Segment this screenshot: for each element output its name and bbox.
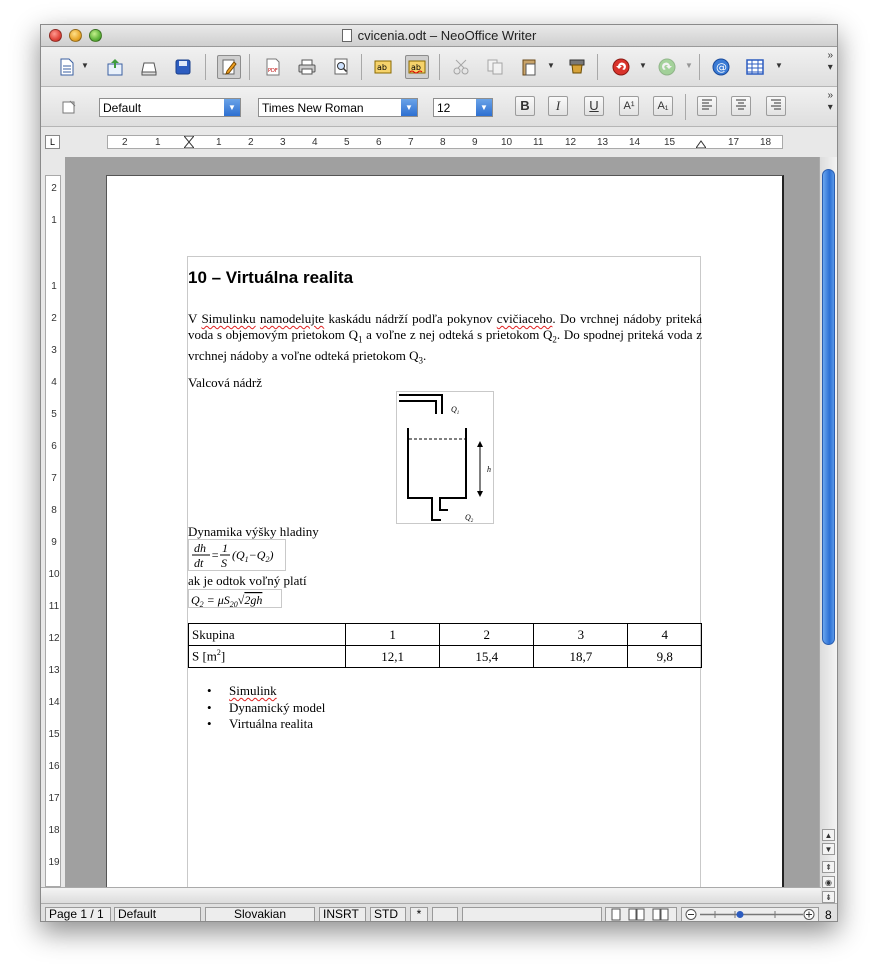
outflow-label: ak je odtok voľný platí — [188, 573, 307, 588]
align-left-button[interactable] — [697, 96, 717, 116]
template-icon[interactable] — [103, 55, 127, 79]
ruler-tick: 5 — [344, 137, 350, 148]
ruler-row — [41, 127, 837, 157]
svg-text:Q2 = μS20√2gh: $Q_2 = \mu S_{20}√2gh$ — [191, 593, 263, 609]
ruler-tick: 15 — [48, 729, 60, 740]
bullet-list — [207, 683, 325, 733]
paragraph-style-value: Default — [103, 101, 142, 115]
right-indent-marker-icon[interactable] — [696, 136, 706, 149]
equation-height-dynamics[interactable] — [188, 539, 286, 571]
svg-text:1: 1 — [222, 541, 228, 555]
dynamics-label: Dynamika výšky hladiny — [188, 524, 319, 539]
svg-text:PDF: PDF — [268, 68, 278, 74]
italic-button[interactable]: I — [548, 96, 568, 116]
h-label: h — [487, 465, 491, 474]
font-size-dropdown-icon[interactable]: ▼ — [476, 99, 492, 116]
page-indicator[interactable]: Page 1 / 1 — [45, 907, 111, 922]
ruler-tick: 19 — [48, 857, 60, 868]
zoom-percentage[interactable]: 8 — [825, 908, 832, 922]
table-cell[interactable]: Skupina — [189, 624, 346, 646]
redo-dropdown-icon[interactable]: ▼ — [685, 61, 693, 70]
ruler-tick: 18 — [48, 825, 60, 836]
window-title-container — [41, 28, 837, 43]
groups-table[interactable] — [188, 623, 702, 668]
ruler-tick: 2 — [51, 183, 57, 194]
ruler-tick: 15 — [664, 137, 676, 148]
subscript-button[interactable]: A₁ — [653, 96, 673, 116]
table-cell[interactable]: 2 — [440, 624, 534, 646]
autospellcheck-icon[interactable] — [405, 55, 429, 79]
table-header-row — [189, 624, 702, 646]
ruler-tick: 2 — [248, 137, 254, 148]
svg-text:=: = — [211, 548, 220, 562]
bold-button[interactable]: B — [515, 96, 535, 116]
ruler-tick: 17 — [48, 793, 60, 804]
ruler-tick: 9 — [51, 537, 57, 548]
multi-page-view-icon[interactable] — [629, 909, 644, 920]
new-document-icon[interactable] — [55, 55, 79, 79]
ruler-tick: 13 — [597, 137, 609, 148]
ruler-tick: 2 — [122, 137, 128, 148]
toolbar-separator — [685, 94, 686, 120]
ruler-tick: 18 — [760, 137, 772, 148]
toolbar-overflow-icon[interactable]: » ▾ — [827, 50, 833, 73]
next-page-button[interactable]: ⇟ — [822, 891, 835, 903]
align-center-button[interactable] — [731, 96, 751, 116]
ruler-tick: 17 — [728, 137, 740, 148]
document-modified-indicator: * — [410, 907, 428, 922]
vertical-scroll-thumb[interactable] — [822, 169, 835, 645]
styles-stylist-icon[interactable] — [57, 95, 81, 119]
single-page-view-icon[interactable] — [612, 909, 620, 920]
ruler-tick: 8 — [440, 137, 446, 148]
toolbar-separator — [361, 54, 362, 80]
print-preview-icon[interactable] — [329, 55, 353, 79]
scroll-down-button[interactable]: ▼ — [822, 843, 835, 855]
document-page[interactable] — [106, 175, 784, 887]
window-title: cvicenia.odt – NeoOffice Writer — [357, 28, 537, 43]
paste-dropdown-icon[interactable]: ▼ — [547, 61, 555, 70]
ruler-tick: 16 — [48, 761, 60, 772]
document-icon — [342, 29, 352, 42]
table-cell[interactable]: 18,7 — [534, 646, 628, 668]
edit-mode-icon[interactable] — [217, 55, 241, 79]
view-layout-group — [605, 907, 677, 922]
font-name-dropdown-icon[interactable]: ▼ — [401, 99, 417, 116]
ruler-tick: 1 — [155, 137, 161, 148]
document-heading: 10 – Virtuálna realita — [188, 268, 354, 287]
table-cell[interactable]: S $[m^2]$ — [189, 646, 346, 668]
hyperlink-icon[interactable] — [709, 55, 733, 79]
equation-outflow[interactable] — [188, 589, 282, 608]
standard-toolbar — [41, 47, 837, 87]
horizontal-ruler[interactable] — [107, 135, 783, 149]
table-row — [189, 646, 702, 668]
body-paragraph: V Simulinku namodelujte kaskádu nádrží podľa pokynov cvičiaceho. Do vrchnej nádoby priteká voda s objemovým prietokom $Q_1$ a voľne z nej odteká s prietokom $Q_2$. Do spodnej priteká voda z vrchnej nádoby a voľne odteká prietokom $Q_3$. — [188, 311, 703, 366]
tab-stop-type-button[interactable]: L — [45, 135, 60, 149]
svg-text:(Q1−Q2): $(Q_1-Q_2)$ — [232, 548, 274, 564]
redo-icon[interactable] — [655, 55, 679, 79]
document-canvas[interactable] — [65, 157, 819, 887]
table-cell[interactable]: 15,4 — [440, 646, 534, 668]
cut-icon[interactable] — [449, 55, 473, 79]
undo-icon[interactable] — [609, 55, 633, 79]
book-view-icon[interactable] — [653, 909, 668, 920]
formatting-toolbar — [41, 87, 837, 127]
object-info-indicator — [462, 907, 602, 922]
paragraph-style-combo[interactable] — [99, 98, 241, 117]
selection-mode-indicator[interactable]: STD — [370, 907, 406, 922]
zoom-in-icon[interactable] — [804, 910, 814, 920]
paste-icon[interactable] — [517, 55, 541, 79]
vertical-ruler[interactable] — [45, 175, 61, 887]
table-cell[interactable]: 1 — [346, 624, 440, 646]
table-cell[interactable]: 9,8 — [628, 646, 702, 668]
navigator-button[interactable]: ◉ — [822, 876, 835, 888]
save-icon[interactable] — [171, 55, 195, 79]
ruler-tick: 14 — [48, 697, 60, 708]
ruler-tick: 2 — [51, 313, 57, 324]
ruler-tick: 4 — [312, 137, 318, 148]
ruler-tick: 12 — [565, 137, 577, 148]
tank-diagram — [397, 392, 495, 525]
ruler-tick: 8 — [51, 505, 57, 516]
table-cell[interactable]: 4 — [628, 624, 702, 646]
svg-text:@: @ — [716, 61, 727, 74]
title-bar — [41, 25, 837, 47]
toolbar-separator — [249, 54, 250, 80]
ruler-tick: 6 — [51, 441, 57, 452]
font-size-combo[interactable] — [433, 98, 493, 117]
font-size-value: 12 — [437, 101, 451, 115]
ruler-tick: 9 — [472, 137, 478, 148]
ruler-tick: 10 — [501, 137, 513, 148]
svg-text:ab: ab — [411, 63, 421, 72]
language-indicator[interactable]: Slovakian — [205, 907, 315, 922]
toolbar-separator — [597, 54, 598, 80]
format-paintbrush-icon[interactable] — [565, 55, 589, 79]
zoom-out-icon[interactable] — [686, 910, 696, 920]
horizontal-scrollbar[interactable] — [41, 887, 821, 903]
ruler-tick: 12 — [48, 633, 60, 644]
toolbar-separator — [205, 54, 206, 80]
list-item: • Dynamický model — [207, 700, 325, 717]
underline-button[interactable]: U — [584, 96, 604, 116]
ruler-tick: 14 — [629, 137, 641, 148]
svg-text:S: S — [221, 556, 227, 570]
ruler-tick: 7 — [51, 473, 57, 484]
svg-text:dt: dt — [194, 556, 204, 570]
table-cell[interactable]: 3 — [534, 624, 628, 646]
ruler-tick: 13 — [48, 665, 60, 676]
q1-label: $Q_1$ — [451, 405, 460, 416]
ruler-tick: 11 — [48, 601, 60, 612]
vertical-scrollbar[interactable] — [819, 157, 837, 905]
table-dropdown-icon[interactable]: ▼ — [775, 61, 783, 70]
ruler-tick: 1 — [216, 137, 222, 148]
ruler-tick: 1 — [51, 281, 57, 292]
ruler-tick: 3 — [280, 137, 286, 148]
undo-dropdown-icon[interactable]: ▼ — [639, 61, 647, 70]
ruler-tick: 7 — [408, 137, 414, 148]
spellcheck-icon[interactable] — [371, 55, 395, 79]
writer-window — [40, 24, 838, 922]
superscript-button[interactable]: A¹ — [619, 96, 639, 116]
status-bar — [41, 903, 837, 922]
toolbar-separator — [699, 54, 700, 80]
svg-text:ab: ab — [377, 63, 387, 72]
list-item: • Simulink — [207, 683, 325, 700]
toolbar-separator — [439, 54, 440, 80]
scroll-up-button[interactable]: ▲ — [822, 829, 835, 841]
ruler-tick: 4 — [51, 377, 57, 388]
ruler-tick: 10 — [48, 569, 60, 580]
q2-label: $Q_2$ — [465, 513, 474, 524]
new-dropdown-icon[interactable]: ▼ — [81, 61, 89, 70]
ruler-tick: 6 — [376, 137, 382, 148]
ruler-tick: 1 — [51, 215, 57, 226]
export-pdf-icon[interactable] — [261, 55, 285, 79]
font-name-value: Times New Roman — [262, 101, 364, 115]
insert-mode-indicator[interactable]: INSRT — [319, 907, 366, 922]
previous-page-button[interactable]: ⇞ — [822, 861, 835, 873]
font-name-combo[interactable] — [258, 98, 418, 117]
svg-text:dh: dh — [194, 541, 206, 555]
align-right-button[interactable] — [766, 96, 786, 116]
list-item: • Virtuálna realita — [207, 716, 325, 733]
tank-label: Valcová nádrž — [188, 375, 262, 390]
zoom-slider-group — [681, 907, 819, 922]
ruler-tick: 3 — [51, 345, 57, 356]
open-icon[interactable] — [137, 55, 161, 79]
print-icon[interactable] — [295, 55, 319, 79]
table-icon[interactable] — [743, 55, 767, 79]
digital-signature-indicator[interactable] — [432, 907, 458, 922]
paragraph-style-dropdown-icon[interactable]: ▼ — [224, 99, 240, 116]
tank-figure[interactable] — [396, 391, 494, 524]
copy-icon[interactable] — [483, 55, 507, 79]
ruler-tick: 5 — [51, 409, 57, 420]
left-indent-marker-icon[interactable] — [184, 136, 194, 149]
zoom-slider-thumb[interactable] — [737, 911, 744, 918]
page-style-indicator[interactable]: Default — [114, 907, 201, 922]
ruler-tick: 11 — [533, 137, 544, 148]
table-cell[interactable]: 12,1 — [346, 646, 440, 668]
format-toolbar-overflow-icon[interactable]: » ▾ — [827, 90, 833, 113]
